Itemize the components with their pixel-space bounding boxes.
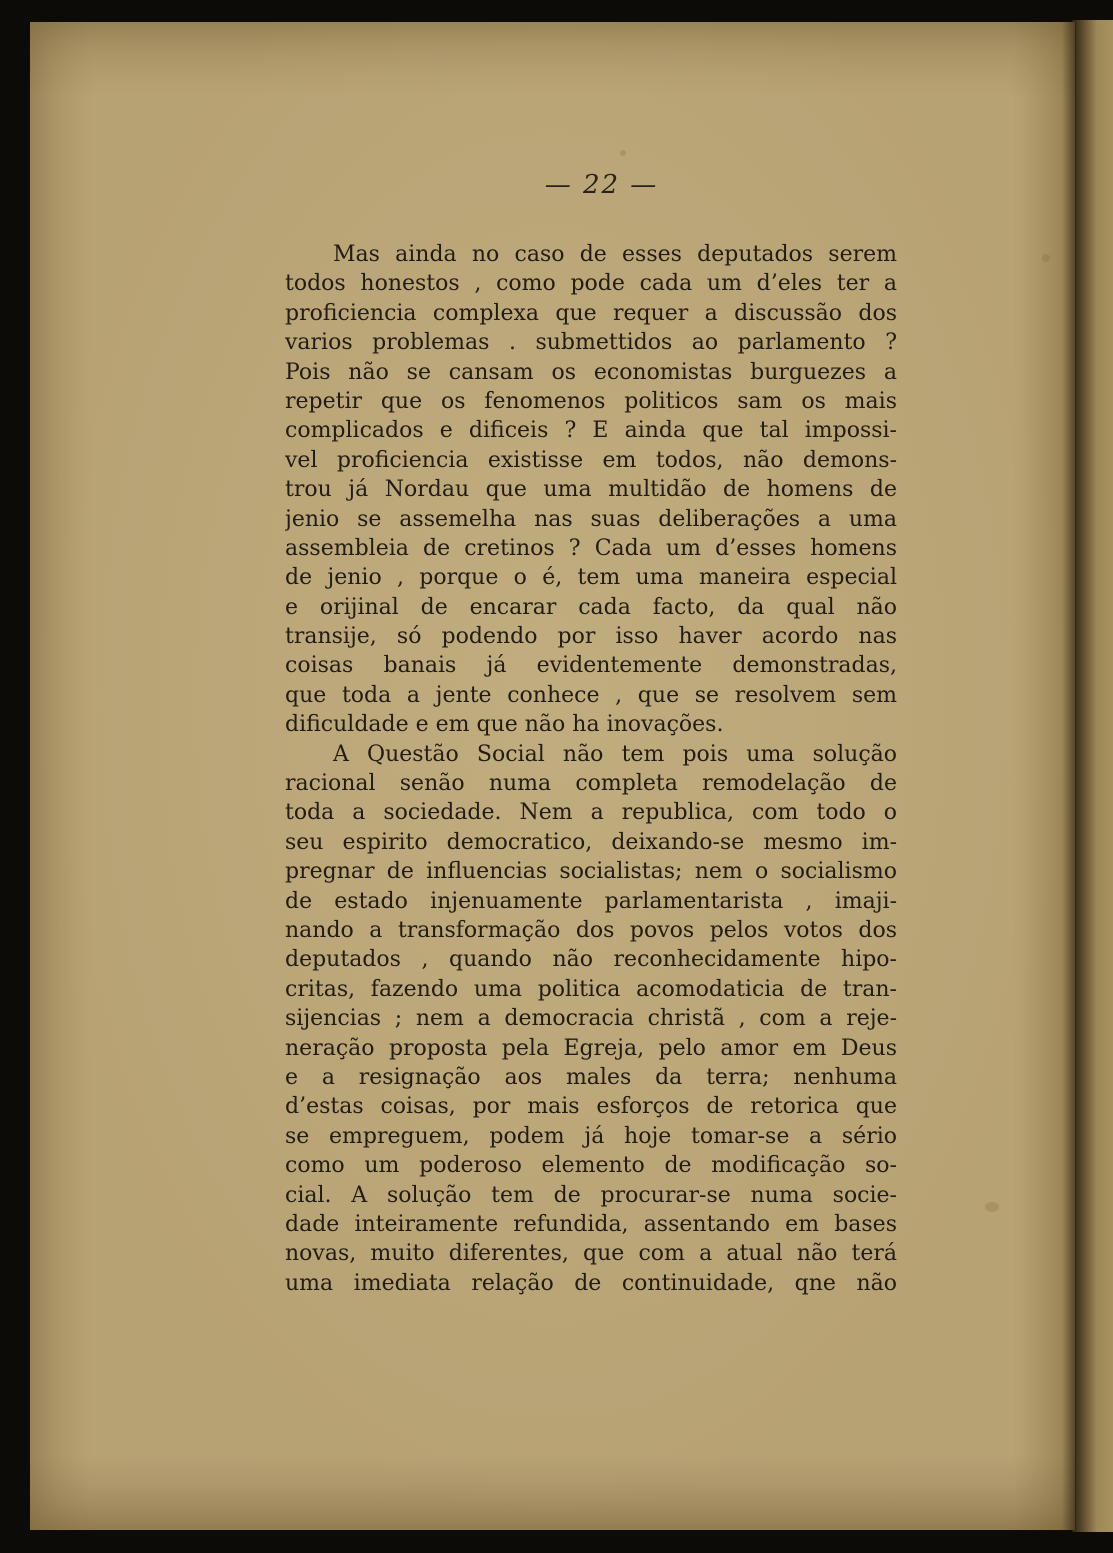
ink-speck	[620, 150, 626, 156]
text-line: Mas ainda no caso de esses deputados serem	[333, 242, 897, 267]
text-line: trou já Nordau que uma multidão de homens de	[285, 477, 897, 503]
text-line: seu espirito democratico, deixando-se mesmo im-	[285, 829, 897, 855]
text-line: cial. A solução tem de procurar-se numa socie-	[285, 1182, 897, 1208]
text-line: complicados e dificeis ? E ainda que tal impossi-	[285, 418, 897, 444]
text-line: uma imediata relação de continuidade, qne não	[285, 1270, 897, 1296]
stain	[985, 1202, 999, 1212]
page-number: — 22 —	[544, 170, 659, 200]
text-line: varios problemas . submettidos ao parlamento ?	[285, 330, 897, 356]
text-line: dificuldade e em que não ha inovações.	[285, 712, 724, 738]
text-line: de estado injenuamente parlamentarista , imaji-	[285, 888, 897, 914]
text-line: A Questão Social não tem pois uma solução	[333, 741, 897, 767]
text-line: transije, só podendo por isso haver acordo nas	[285, 624, 897, 650]
text-line: que toda a jente conhece , que se resolvem sem	[285, 682, 897, 708]
spine-shadow	[1062, 22, 1076, 1530]
text-line: e a resignação aos males da terra; nenhuma	[285, 1064, 897, 1090]
text-line: vel proficiencia existisse em todos, não demons-	[285, 447, 897, 473]
text-line: assembleia de cretinos ? Cada um d’esses homens	[285, 535, 897, 561]
ink-speck	[1042, 254, 1050, 262]
text-line: Pois não se cansam os economistas burguezes a	[285, 359, 897, 385]
text-line: d’estas coisas, por mais esforços de retorica que	[285, 1094, 897, 1120]
text-line: pregnar de influencias socialistas; nem o socialismo	[285, 859, 897, 885]
next-page-edge	[1072, 20, 1113, 1532]
text-line: novas, muito diferentes, que com a atual não terá	[285, 1241, 897, 1267]
text-line: jenio se assemelha nas suas deliberações a uma	[285, 506, 897, 532]
text-line: coisas banais já evidentemente demonstradas,	[285, 653, 897, 679]
text-line: dade inteiramente refundida, assentando em bases	[285, 1211, 897, 1237]
text-line: sijencias ; nem a democracia christã , com a reje-	[285, 1006, 897, 1032]
text-line: toda a sociedade. Nem a republica, com todo o	[285, 800, 897, 826]
text-line: de jenio , porque o é, tem uma maneira especial	[285, 565, 897, 591]
text-line: critas, fazendo uma politica acomodaticia de tran-	[285, 976, 897, 1002]
text-line: se empreguem, podem já hoje tomar-se a sério	[285, 1123, 897, 1149]
text-line: como um poderoso elemento de modificação so-	[285, 1153, 897, 1179]
text-line: neração proposta pela Egreja, pelo amor em Deus	[285, 1035, 897, 1061]
text-line: proficiencia complexa que requer a discussão dos	[285, 300, 897, 326]
text-line: repetir que os fenomenos politicos sam os mais	[285, 388, 897, 414]
body-text	[285, 240, 897, 1298]
text-line: deputados , quando não reconhecidamente hipo-	[285, 947, 897, 973]
text-line: todos honestos , como pode cada um d’eles ter a	[285, 271, 897, 297]
text-line: nando a transformação dos povos pelos votos dos	[285, 917, 897, 943]
text-line: racional senão numa completa remodelação de	[285, 771, 897, 797]
text-line: e orijinal de encarar cada facto, da qual não	[285, 594, 897, 620]
